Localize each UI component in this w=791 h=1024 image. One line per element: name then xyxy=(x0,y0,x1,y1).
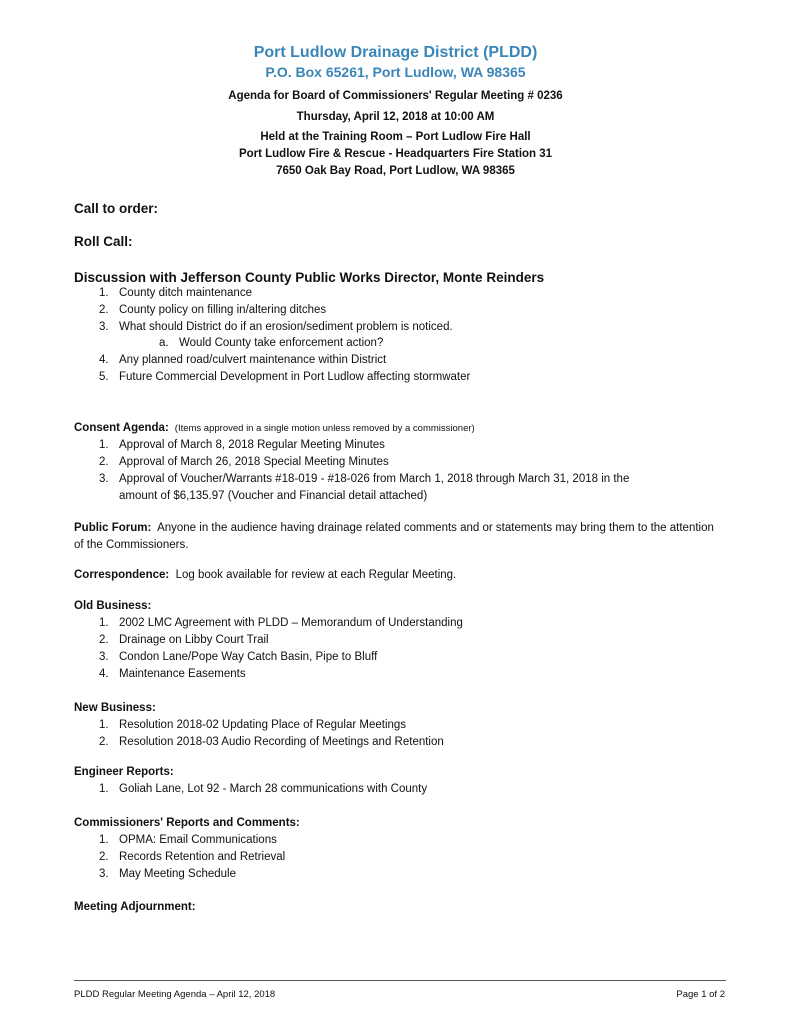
meeting-location-3: 7650 Oak Bay Road, Port Ludlow, WA 98365 xyxy=(276,165,515,177)
item-number: 1. xyxy=(99,617,109,629)
new-business-heading: New Business: xyxy=(74,702,156,714)
engineer-item xyxy=(99,783,427,795)
consent-item xyxy=(99,456,389,468)
discussion-item xyxy=(99,321,453,333)
item-number: 2. xyxy=(99,736,109,748)
item-text: Approval of March 26, 2018 Special Meeting Minutes xyxy=(119,456,389,468)
correspondence-text: Log book available for review at each Regular Meeting. xyxy=(175,569,457,581)
meeting-location-2: Port Ludlow Fire & Rescue - Headquarters Fire Station 31 xyxy=(238,148,553,160)
agenda-title: Agenda for Board of Commissioners' Regular Meeting # 0236 xyxy=(228,90,563,102)
item-number: 4. xyxy=(99,668,109,680)
old-business-item xyxy=(99,651,377,663)
item-number: 2. xyxy=(99,851,109,863)
consent-agenda-heading xyxy=(74,422,475,434)
public-forum-heading: Public Forum: xyxy=(74,522,152,534)
old-business-item xyxy=(99,634,269,646)
item-number: 1. xyxy=(99,439,109,451)
old-business-item xyxy=(99,617,463,629)
item-text: Records Retention and Retrieval xyxy=(119,851,286,863)
meeting-location-1: Held at the Training Room – Port Ludlow Fire Hall xyxy=(260,131,531,143)
subitem-letter: a. xyxy=(159,337,169,349)
item-text: OPMA: Email Communications xyxy=(119,834,277,846)
item-text: Condon Lane/Pope Way Catch Basin, Pipe to Bluff xyxy=(119,651,378,663)
consent-item-continuation: amount of $6,135.97 (Voucher and Financial detail attached) xyxy=(119,490,428,502)
item-number: 1. xyxy=(99,719,109,731)
item-text: Maintenance Easements xyxy=(119,668,246,680)
consent-item xyxy=(99,439,385,451)
item-text: Drainage on Libby Court Trail xyxy=(119,634,269,646)
item-text: Any planned road/culvert maintenance within District xyxy=(119,354,387,366)
item-number: 3. xyxy=(99,868,109,880)
consent-agenda-label: Consent Agenda: xyxy=(74,422,169,434)
engineer-reports-heading: Engineer Reports: xyxy=(74,766,174,778)
discussion-item xyxy=(99,287,252,299)
roll-call-heading: Roll Call: xyxy=(74,234,133,249)
discussion-item xyxy=(99,371,470,383)
item-text: County policy on filling in/altering ditches xyxy=(119,304,327,316)
adjournment-heading: Meeting Adjournment: xyxy=(74,901,196,913)
commissioners-item xyxy=(99,834,277,846)
item-number: 5. xyxy=(99,371,109,383)
item-text: Resolution 2018-03 Audio Recording of Meetings and Retention xyxy=(119,736,444,748)
old-business-item xyxy=(99,668,246,680)
item-text: Approval of Voucher/Warrants #18-019 - #18-026 from March 1, 2018 through March 31, 2018 in the xyxy=(119,473,630,485)
item-number: 2. xyxy=(99,634,109,646)
item-text: What should District do if an erosion/sediment problem is noticed. xyxy=(119,321,453,333)
page-number: Page 1 of 2 xyxy=(676,989,725,1000)
item-number: 3. xyxy=(99,651,109,663)
commissioners-item xyxy=(99,851,285,863)
subitem-text: Would County take enforcement action? xyxy=(179,337,384,349)
item-number: 4. xyxy=(99,354,109,366)
item-text: 2002 LMC Agreement with PLDD – Memorandum of Understanding xyxy=(119,617,463,629)
public-forum-paragraph xyxy=(74,520,724,554)
discussion-heading: Discussion with Jefferson County Public Works Director, Monte Reinders xyxy=(74,270,545,285)
discussion-subitem xyxy=(159,337,383,349)
discussion-item xyxy=(99,354,386,366)
item-number: 1. xyxy=(99,783,109,795)
old-business-heading: Old Business: xyxy=(74,600,152,612)
item-text: May Meeting Schedule xyxy=(119,868,236,880)
item-text: Future Commercial Development in Port Ludlow affecting stormwater xyxy=(119,371,471,383)
item-text: County ditch maintenance xyxy=(119,287,252,299)
item-number: 1. xyxy=(99,834,109,846)
discussion-item xyxy=(99,304,326,316)
consent-agenda-note: (Items approved in a single motion unless removed by a commissioner) xyxy=(174,423,475,434)
correspondence-heading: Correspondence: xyxy=(74,569,170,581)
item-text: Approval of March 8, 2018 Regular Meeting Minutes xyxy=(119,439,385,451)
commissioners-item xyxy=(99,868,236,880)
call-to-order-heading: Call to order: xyxy=(74,201,159,216)
footer-title: PLDD Regular Meeting Agenda – April 12, 2018 xyxy=(74,989,276,1000)
new-business-item xyxy=(99,719,406,731)
consent-item xyxy=(99,473,629,485)
item-number: 3. xyxy=(99,473,109,485)
item-text: Resolution 2018-02 Updating Place of Regular Meetings xyxy=(119,719,407,731)
org-address: P.O. Box 65261, Port Ludlow, WA 98365 xyxy=(265,64,526,80)
item-number: 2. xyxy=(99,456,109,468)
correspondence-paragraph xyxy=(74,567,724,584)
commissioners-heading: Commissioners' Reports and Comments: xyxy=(74,817,300,829)
footer-divider xyxy=(74,980,726,981)
meeting-date-time: Thursday, April 12, 2018 at 10:00 AM xyxy=(296,111,495,123)
item-number: 3. xyxy=(99,321,109,333)
org-name: Port Ludlow Drainage District (PLDD) xyxy=(253,44,538,61)
new-business-item xyxy=(99,736,444,748)
item-number: 2. xyxy=(99,304,109,316)
public-forum-text: Anyone in the audience having drainage related comments and or statements may bring them to the attention of the Commissioners. xyxy=(74,522,714,551)
item-number: 1. xyxy=(99,287,109,299)
item-text: Goliah Lane, Lot 92 - March 28 communications with County xyxy=(119,783,428,795)
